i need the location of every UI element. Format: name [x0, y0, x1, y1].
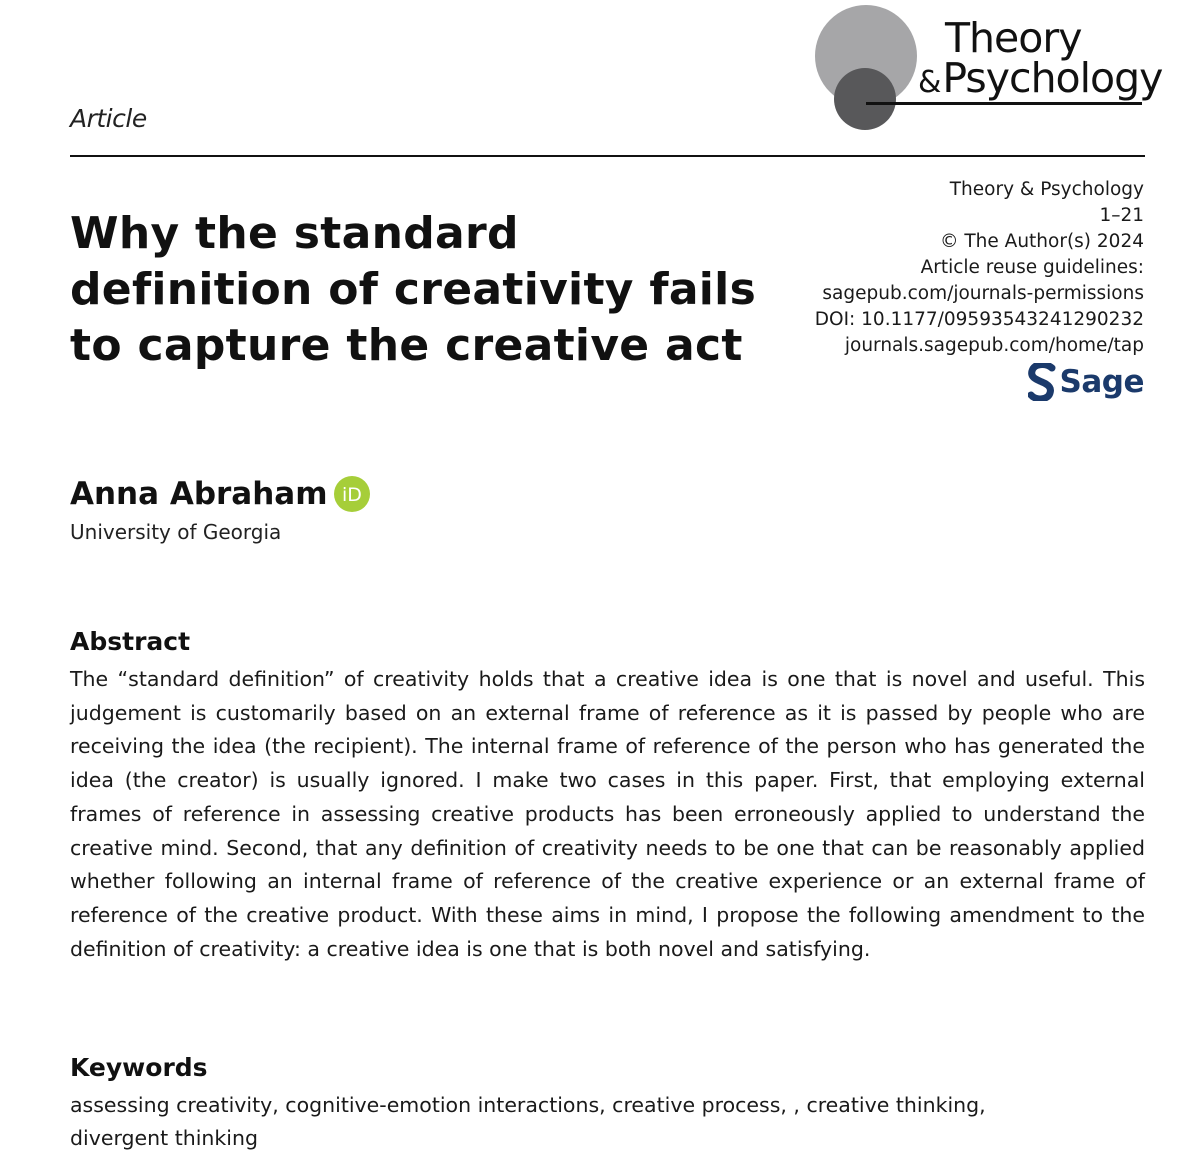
article-title: Why the standard definition of creativity fails to capture the creative act	[70, 208, 757, 371]
logo-title-word: Psychology	[942, 54, 1163, 102]
logo-circles-icon	[810, 4, 930, 134]
publication-meta	[815, 177, 1144, 359]
logo-underline	[866, 102, 1142, 105]
meta-reuse-link[interactable]: sagepub.com/journals-permissions	[822, 283, 1144, 304]
sage-s-icon	[1028, 363, 1056, 401]
orcid-label: iD	[342, 484, 362, 506]
keywords-heading: Keywords	[70, 1053, 208, 1082]
logo-title-line2	[918, 54, 1162, 102]
abstract-text: The “standard definition” of creativity holds that a creative idea is one that is novel and useful. This judgement is customarily based on an external frame of reference as it is passed by people who are receiving the idea (the recipient). The internal frame of reference of the person who has generated the idea (the creator) is usually ignored. I make two cases in this paper. First, that employing external frames of reference in assessing creative products has been erroneously applied to understand the creative mind. Second, that any definition of creativity needs to be one that can be reasonably applied whether following an internal frame of reference of the creative experience or an external frame of reference of the creative product. With these aims in mind, I propose the following amendment to the definition of creativity: a creative idea is one that is both novel and satisfying.	[70, 667, 1145, 961]
keywords-text: assessing creativity, cognitive-emotion interactions, creative process, , creative thinking, divergent thinking	[70, 1093, 986, 1150]
meta-pages: 1–21	[1099, 205, 1144, 226]
logo-title-line1: Theory	[945, 14, 1082, 62]
publisher-logo	[1028, 362, 1144, 402]
meta-journal-name: Theory & Psychology	[949, 179, 1144, 200]
author-affiliation: University of Georgia	[70, 520, 282, 544]
article-type-label: Article	[70, 104, 147, 133]
meta-copyright: © The Author(s) 2024	[940, 231, 1144, 252]
journal-logo	[810, 4, 1163, 134]
abstract-heading: Abstract	[70, 627, 191, 656]
publisher-name: Sage	[1059, 364, 1144, 400]
header-divider	[70, 155, 1145, 157]
orcid-icon[interactable]	[333, 475, 371, 513]
author-name: Anna Abraham	[70, 476, 328, 512]
meta-doi[interactable]: DOI: 10.1177/09593543241290232	[814, 309, 1144, 330]
meta-journal-url[interactable]: journals.sagepub.com/home/tap	[844, 335, 1144, 356]
meta-reuse-label: Article reuse guidelines:	[920, 257, 1144, 278]
logo-ampersand: &	[918, 65, 941, 100]
